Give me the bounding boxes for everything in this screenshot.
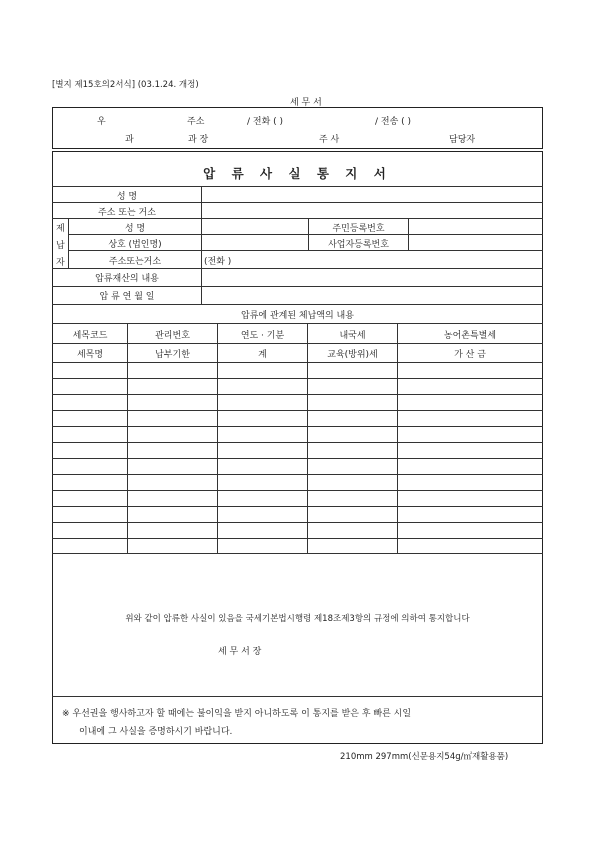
address-box bbox=[52, 107, 543, 149]
divider bbox=[52, 268, 543, 269]
resident-no-label: 주민등록번호 bbox=[332, 224, 385, 234]
label-column-line bbox=[201, 186, 202, 304]
col-national-tax: 내국세 bbox=[339, 331, 366, 341]
taxpayer-char-2: 납 bbox=[56, 241, 65, 251]
taxpayer-address-label: 주소또는거소 bbox=[108, 257, 162, 267]
col-total: 계 bbox=[258, 350, 267, 360]
notice-text: 위와 같이 압류한 사실이 있음을 국세기본법시행령 제18조제3항의 규정에 의하여 통지합니다 bbox=[125, 614, 470, 624]
grid-row-line bbox=[52, 394, 543, 395]
form-title: 압 류 사 실 통 지 서 bbox=[203, 166, 392, 181]
divider bbox=[52, 362, 543, 363]
divider bbox=[408, 218, 409, 250]
seized-property-label: 압류재산의 내용 bbox=[95, 274, 159, 284]
divider bbox=[52, 186, 543, 187]
col-tax-name: 세목명 bbox=[76, 350, 104, 360]
col-due-date: 납부기한 bbox=[155, 350, 190, 360]
divider bbox=[52, 304, 543, 305]
section-label: 과 bbox=[125, 135, 134, 145]
grid-row-line bbox=[52, 553, 543, 554]
divider bbox=[68, 250, 543, 251]
arrears-header: 압류에 관계된 체납액의 내용 bbox=[241, 311, 354, 321]
col-rural-special-tax: 농어촌특별세 bbox=[443, 331, 497, 341]
taxpayer-char-3: 자 bbox=[56, 258, 65, 268]
section-chief-label: 과 장 bbox=[188, 135, 209, 145]
grid-row-line bbox=[52, 522, 543, 523]
officer-label: 주 사 bbox=[319, 135, 340, 145]
taxpayer-phone-label: (전화 ) bbox=[204, 257, 232, 267]
taxpayer-char-1: 제 bbox=[56, 224, 65, 234]
business-no-label: 사업자등록번호 bbox=[328, 240, 389, 250]
divider bbox=[52, 696, 543, 697]
grid-row-line bbox=[52, 410, 543, 411]
footnote-line-2: 이내에 그 사실을 증명하시기 바랍니다. bbox=[79, 727, 233, 737]
grid-row-line bbox=[52, 442, 543, 443]
fax-label: / 전송 ( ) bbox=[375, 117, 412, 127]
grid-row-line bbox=[52, 538, 543, 539]
postal-label: 우 bbox=[97, 117, 106, 127]
signatory: 세 무 서 장 bbox=[218, 647, 262, 657]
person-in-charge-label: 담당자 bbox=[449, 135, 476, 145]
divider bbox=[68, 234, 543, 235]
divider bbox=[52, 202, 543, 203]
divider bbox=[52, 218, 543, 219]
grid-row-line bbox=[52, 490, 543, 491]
grid-row-line bbox=[52, 474, 543, 475]
phone-label: / 전화 ( ) bbox=[247, 117, 284, 127]
col-management-no: 관리번호 bbox=[155, 331, 190, 341]
address-label: 주소 bbox=[187, 117, 205, 127]
form-id: [별지 제15호의2서식] (03.1.24. 개정) bbox=[52, 80, 199, 90]
name-label: 성 명 bbox=[116, 192, 138, 202]
grid-row-line bbox=[52, 458, 543, 459]
trade-name-label: 상호 (법인명) bbox=[108, 240, 162, 250]
col-penalty: 가 산 금 bbox=[454, 350, 486, 360]
col-education-tax: 교육(방위)세 bbox=[327, 350, 378, 360]
divider bbox=[52, 286, 543, 287]
col-year-period: 연도 · 기분 bbox=[240, 331, 285, 341]
grid-row-line bbox=[52, 426, 543, 427]
grid-row-line bbox=[52, 378, 543, 379]
grid-row-line bbox=[52, 506, 543, 507]
col-tax-code: 세목코드 bbox=[72, 331, 108, 341]
seizure-date-label: 압 류 연 월 일 bbox=[99, 292, 155, 302]
footnote-line-1: ※ 우선권을 행사하고자 할 때에는 불이익을 받지 아니하도록 이 통지를 받은 후 빠른 시일 bbox=[62, 709, 412, 719]
divider bbox=[52, 343, 543, 344]
divider bbox=[52, 323, 543, 324]
office-name: 세 무 서 bbox=[290, 98, 322, 108]
paper-spec: 210mm 297mm(신문용지54g/㎡재활용품) bbox=[340, 752, 509, 762]
address-residence-label: 주소 또는 거소 bbox=[98, 208, 156, 218]
taxpayer-name-label: 성 명 bbox=[124, 224, 146, 234]
